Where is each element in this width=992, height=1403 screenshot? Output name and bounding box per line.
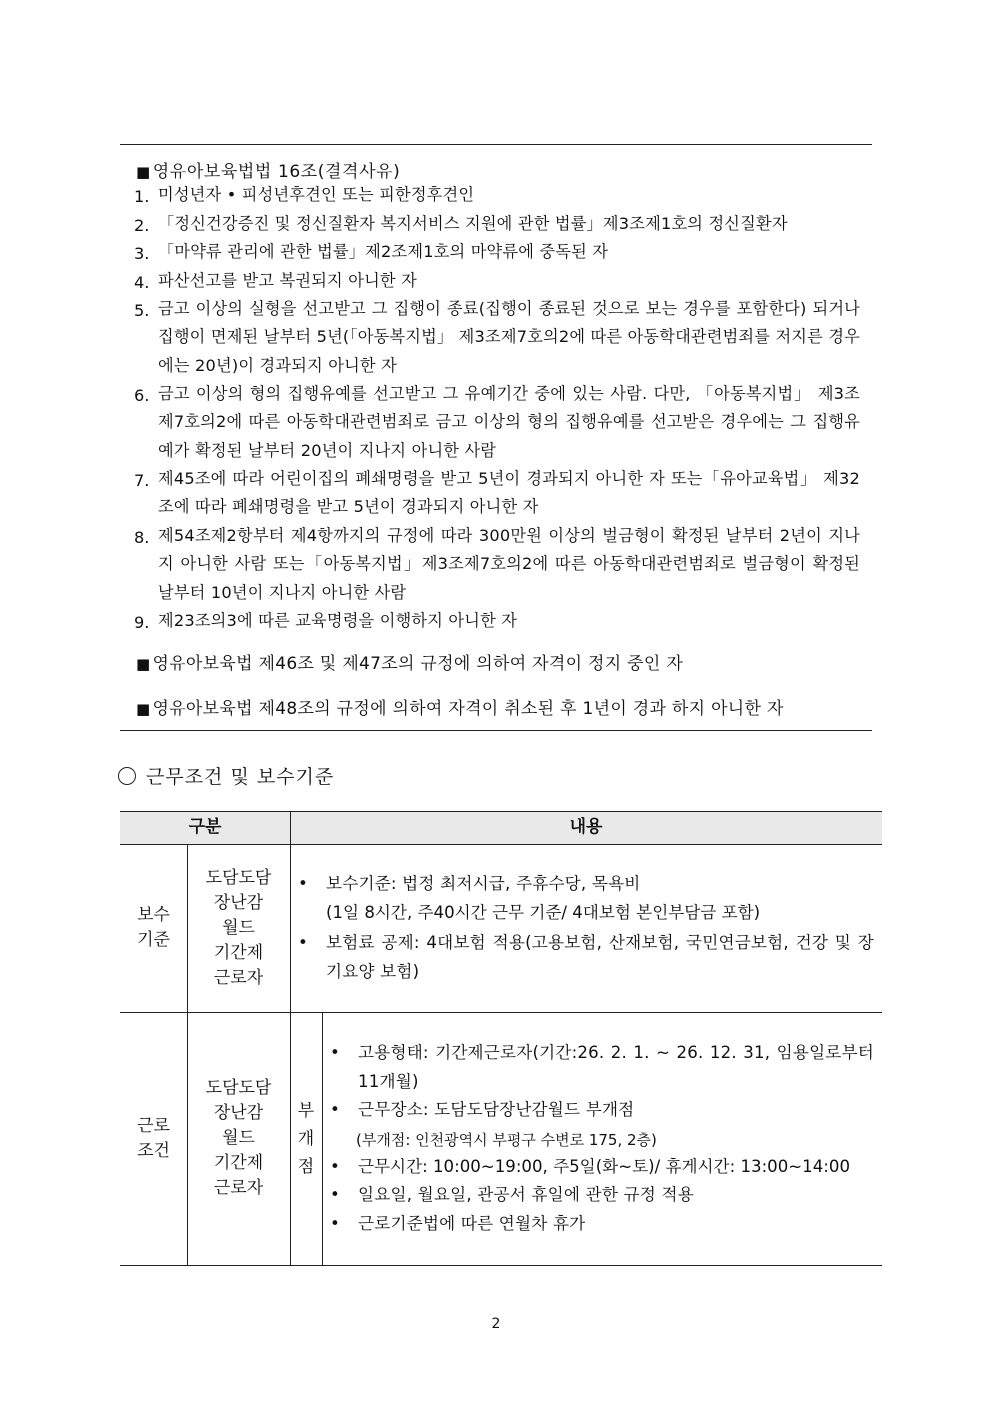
square-bullet-icon: ■	[136, 163, 151, 181]
bullet-icon: •	[330, 1185, 340, 1204]
row-label-pay: 보수 기준	[137, 905, 170, 950]
disqualification-box: ■ 영유아보육법법 16조(결격사유) 1. 미성년자 • 피성년후견인 또는 피한정후견인 2. 「정신건강증진 및 정신질환자 복지서비스 지원에 관한 법률」제3조제1호의 정신질환자 3. 「마약류 관리에 관한 법률」제2조제1호의 마약류에 중독된 자 4. 파산선고를 받고 복권되지 아니한 자 5. 금고 이상의 실형을 선고받고 그 집행이 종료(집행이 종료된 것으로 보는 경우를 포함한다) 되거나 집행이 면제된 날부터 5년(「아동복지법」 제3조제7호의2에 따른 아동학대관련범죄를 저지른 경우에는 20년)이 경과되지 아니한 자 6. 금고 이상의 형의 집행유예를 선고받고 그 유예기간 중에 있는 사람. 다만, 「아동복지법」 제3조제7호의2에 따른 아동학대관련범죄로 금고 이상의 형의 집행유예를 선고받은 경우에는 그 집행유예가 확정된 날부터 20년이 지나지 아니한 사람 7. 제45조에 따라 어린이집의 폐쇄명령을 받고 5년이 경과되지 아니한 자 또는「유아교육법」 제32조에 따라 폐쇄명령을 받고 5년이 경과되지 아니한 자 8. 제54조제2항부터 제4항까지의 규정에 따라 300만원 이상의 벌금형이 확정된 날부터 2년이 지나지 아니한 사람 또는「아동복지법」제3조제7호의2에 따른 아동학대관련범죄로 벌금형이 확정된 날부터 10년이 지나지 아니한 사람 9. 제23조의3에 따른 교육명령을 이행하지 아니한 자 ■ 영유아보육법 제46조 및 제47조의 규정에 의하여 자격이 정지 중인 자 ■ 영유아보육법 제48조의 규정에 의하여 자격이 취소된 후 1년이 경과 하지 아니한 자	[120, 144, 872, 731]
page-number: 2	[491, 1316, 501, 1332]
row-target-work: 도담도담 장난감 월드 기간제 근로자	[205, 1078, 272, 1198]
bullet-icon: •	[330, 1157, 340, 1176]
square-bullet-icon: ■	[136, 655, 151, 673]
row-label-work: 근로 조건	[137, 1115, 170, 1161]
conditions-table: 구분 내용 보수 기준 도담도담 장난감 월드 기간제 근로자 • 보수기준: 법정 최저시급, 주휴수당, 목욕비 (1일 8시간, 주40시간 근무 기준/ 4대보험 본인부담금 포함) • 보험료 공제: 4대보험 적용(고용보험, 산재보험, 국민연금보험, 건강 및 장기요양 보험) 근로 조건 도담도담 장난감 월드 기간제 근로자 부 개 점 • 고용형태: 기간제근로자(기간:26. 2. 1. ~ 26. 12. 31, 임용일로부터 11개월) • 근무장소: 도담도담장난감월드 부개점 (부개점: 인천광역시 부평구 수변로 175, 2층) • 근무시간: 10:00~19:00, 주5일(화~토)/ 휴게시간: 13:00~14:00 • 일요일, 월요일, 관공서 휴일에 관한 규정 적용 • 근로기준법에 따른 연월차 휴가	[120, 811, 882, 1266]
circle-icon	[118, 767, 136, 785]
bullet-icon: •	[330, 1043, 340, 1062]
disqualification-heading: ■ 영유아보육법법 16조(결격사유)	[136, 162, 401, 182]
pay-note: (1일 8시간, 주40시간 근무 기준/ 4대보험 본인부담금 포함)	[326, 903, 761, 922]
bullet-icon: •	[330, 1100, 340, 1119]
bullet-icon: •	[298, 933, 308, 952]
disqualification-extra-2: ■ 영유아보육법 제48조의 규정에 의하여 자격이 취소된 후 1년이 경과 하지 아니한 자	[136, 699, 784, 719]
row-target-pay: 도담도담 장난감 월드 기간제 근로자	[205, 867, 272, 988]
square-bullet-icon: ■	[136, 700, 151, 718]
header-content: 내용	[569, 817, 603, 837]
branch-label: 부 개 점	[297, 1100, 315, 1177]
bullet-icon: •	[298, 874, 308, 893]
disqualification-extra-1: ■ 영유아보육법 제46조 및 제47조의 규정에 의하여 자격이 정지 중인 자	[136, 654, 684, 674]
section-title: 근무조건 및 보수기준	[118, 762, 334, 789]
work-location-note: (부개점: 인천광역시 부평구 수변로 175, 2층)	[356, 1131, 657, 1149]
header-category: 구분	[188, 817, 222, 837]
bullet-icon: •	[330, 1214, 340, 1233]
